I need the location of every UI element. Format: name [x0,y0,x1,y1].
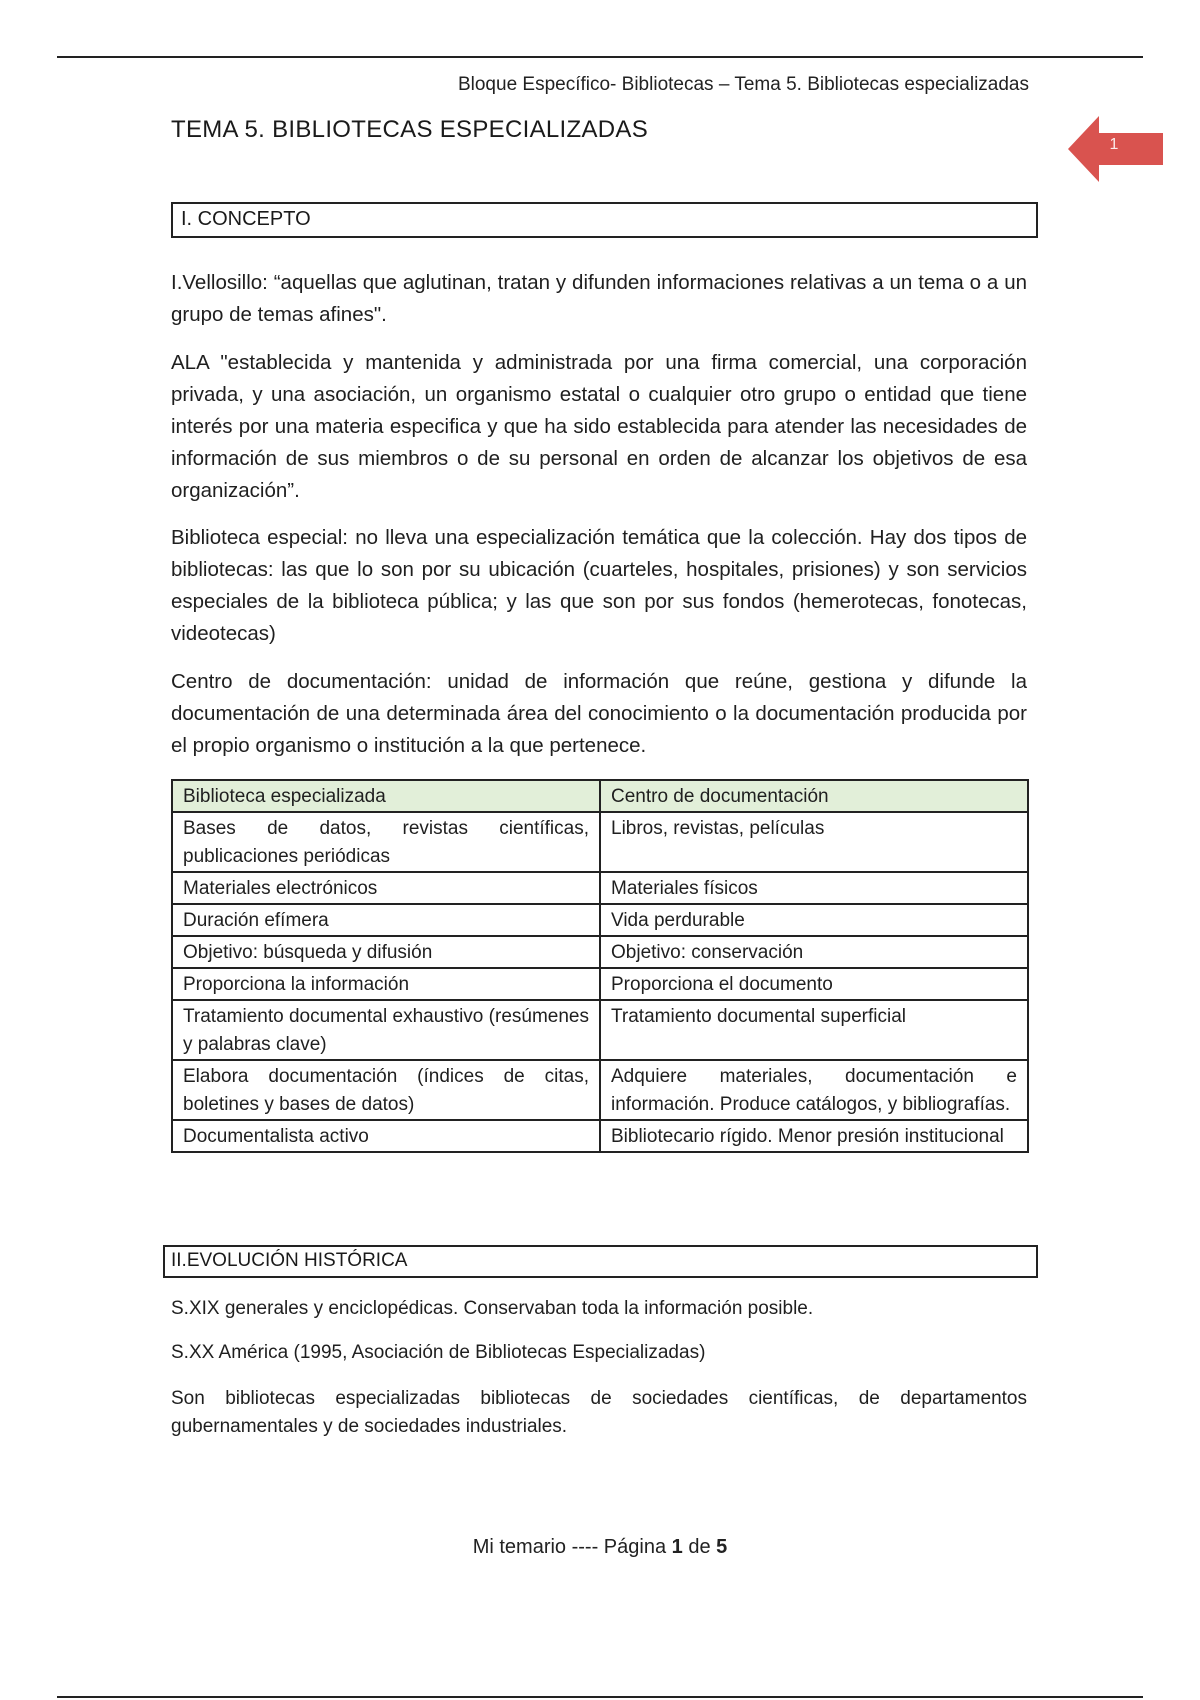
table-cell: Tratamiento documental superficial [600,1000,1028,1060]
table-cell: Materiales físicos [600,872,1028,904]
paragraph-sxix: S.XIX generales y enciclopédicas. Conservaban toda la información posible. [171,1298,814,1319]
page-footer [0,1536,1200,1559]
table-header-row [172,780,1028,812]
section-heading-concepto: I. CONCEPTO [171,202,1038,238]
table-row [172,1060,1028,1120]
running-header: Bloque Específico- Bibliotecas – Tema 5. Bibliotecas especializadas [457,74,1029,95]
paragraph-vellosillo: I.Vellosillo: “aquellas que aglutinan, tratan y difunden informaciones relativas a un tema o a un grupo de temas afines". [171,271,1027,326]
table-cell: Elabora documentación (índices de citas, boletines y bases de datos) [172,1060,600,1120]
table-row [172,1000,1028,1060]
comparison-table [171,779,1029,1153]
table-cell: Objetivo: búsqueda y difusión [172,936,600,968]
table-cell: Vida perdurable [600,904,1028,936]
page-title: TEMA 5. BIBLIOTECAS ESPECIALIZADAS [171,116,649,143]
table-cell: Duración efímera [172,904,600,936]
footer-label: Mi temario ---- Página [472,1536,667,1558]
page-number-badge [1068,116,1163,182]
table-cell: Documentalista activo [172,1120,600,1152]
footer-total-pages: 5 [716,1536,728,1558]
table-header-cell: Biblioteca especializada [172,780,600,812]
paragraph-biblioteca-especial: Biblioteca especial: no lleva una especialización temática que la colección. Hay dos tipos de bibliotecas: las que lo son por su ubicación (cuarteles, hospitales, prisiones) y son servicios especiales de la biblioteca pública; y las que son por sus fondos (hemerotecas, fonotecas, videotecas) [171,526,1027,645]
table-row [172,936,1028,968]
table-row [172,968,1028,1000]
table-cell: Bases de datos, revistas científicas, publicaciones periódicas [172,812,600,872]
table-header-cell: Centro de documentación [600,780,1028,812]
footer-of-label: de [688,1536,711,1558]
paragraph-sxx: S.XX América (1995, Asociación de Bibliotecas Especializadas) [171,1342,706,1363]
table-cell: Materiales electrónicos [172,872,600,904]
footer-rule [57,1696,1143,1698]
paragraph-tipos-bibliotecas: Son bibliotecas especializadas bibliotecas de sociedades científicas, de departamentos gubernamentales y de sociedades industriales. [171,1388,1027,1437]
table-row [172,812,1028,872]
table-row [172,872,1028,904]
table-cell: Proporciona la información [172,968,600,1000]
table-cell: Libros, revistas, películas [600,812,1028,872]
paragraph-ala: ALA "establecida y mantenida y administrada por una firma comercial, una corporación privada, y una asociación, un organismo estatal o cualquier otro grupo o entidad que tiene interés por una materia especifica y que ha sido establecida para atender las necesidades de información de sus miembros o de su personal en orden de alcanzar los objetivos de esa organización”. [171,351,1027,502]
footer-current-page: 1 [671,1536,683,1558]
table-cell: Tratamiento documental exhaustivo (resúmenes y palabras clave) [172,1000,600,1060]
table-row [172,904,1028,936]
table-cell: Bibliotecario rígido. Menor presión institucional [600,1120,1028,1152]
paragraph-centro-documentacion: Centro de documentación: unidad de información que reúne, gestiona y difunde la documentación de una determinada área del conocimiento o la documentación producida por el propio organismo o institución a la que pertenece. [171,670,1027,757]
table-cell: Objetivo: conservación [600,936,1028,968]
section-heading-evolucion-historica: II.EVOLUCIÓN HISTÓRICA [163,1245,1038,1278]
header-rule [57,56,1143,58]
page-badge-number: 1 [1109,136,1119,153]
table-cell: Proporciona el documento [600,968,1028,1000]
table-row [172,1120,1028,1152]
table-cell: Adquiere materiales, documentación e información. Produce catálogos, y bibliografías. [600,1060,1028,1120]
